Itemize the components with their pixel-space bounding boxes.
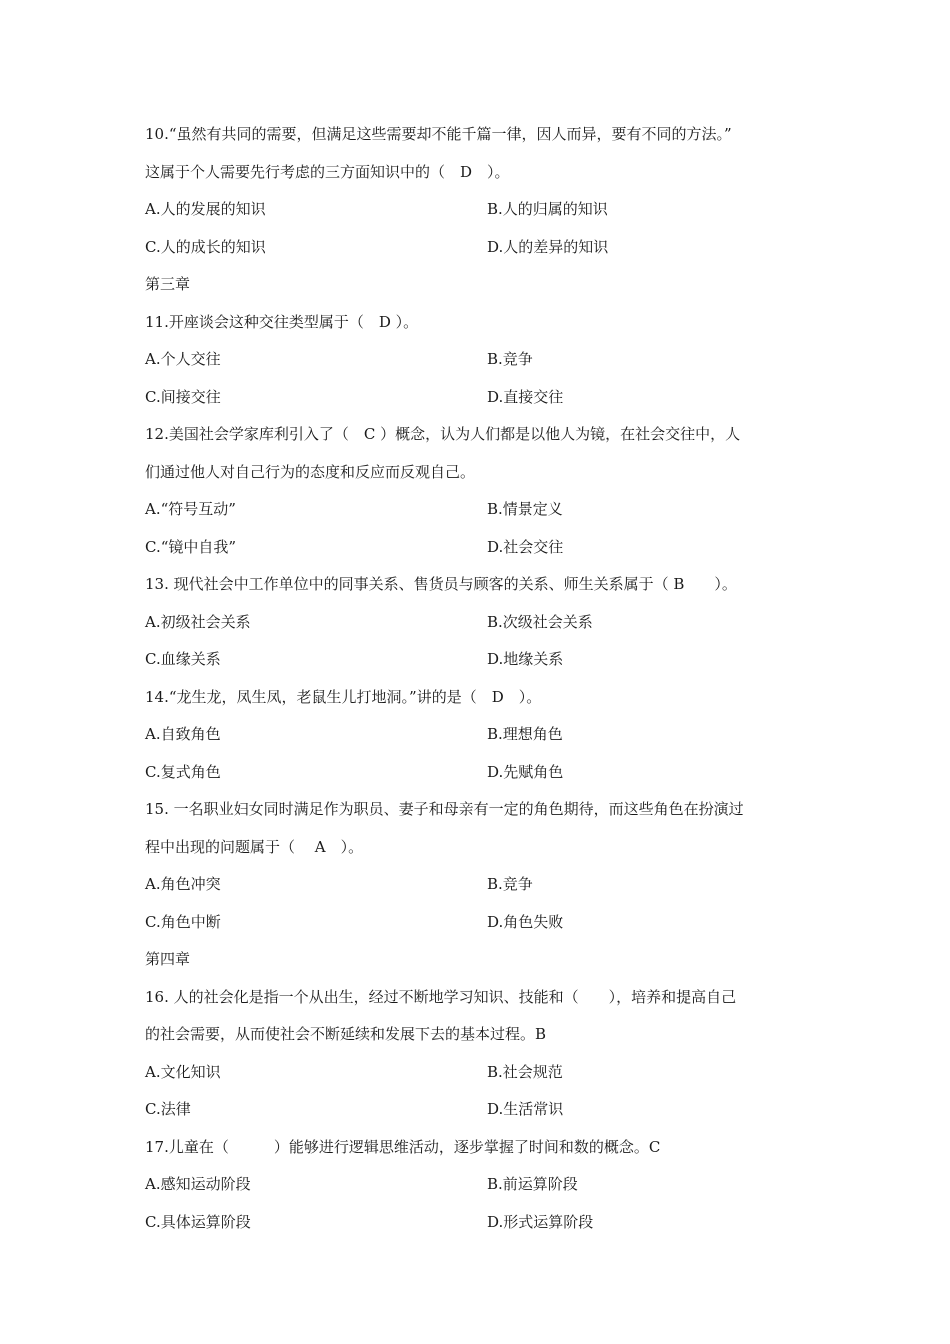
question-text: 10.“虽然有共同的需要，但满足这些需要却不能千篇一律，因人而异，要有不同的方法。” — [145, 125, 732, 143]
option-left: C.复式角色 — [145, 763, 221, 781]
question-text: 11.开座谈会这种交往类型属于（ D ）。 — [145, 313, 419, 331]
option-left: C.人的成长的知识 — [145, 238, 266, 256]
option-right: D.地缘关系 — [487, 650, 564, 668]
option-right: D.社会交往 — [487, 538, 564, 556]
option-left: A.“符号互动” — [145, 500, 236, 518]
option-right: B.竞争 — [487, 350, 533, 368]
option-left: C.“镜中自我” — [145, 538, 237, 556]
question-text: 程中出现的问题属于（ A ）。 — [145, 838, 364, 856]
question-text: 15. 一名职业妇女同时满足作为职员、妻子和母亲有一定的角色期待，而这些角色在扮演过 — [145, 800, 744, 818]
chapter-heading: 第四章 — [145, 950, 191, 968]
question-text: 们通过他人对自己行为的态度和反应而反观自己。 — [145, 463, 476, 481]
option-left: C.法律 — [145, 1100, 191, 1118]
option-left: C.血缘关系 — [145, 650, 221, 668]
option-right: D.直接交往 — [487, 388, 564, 406]
question-text: 17.儿童在（ ）能够进行逻辑思维活动，逐步掌握了时间和数的概念。C — [145, 1138, 661, 1156]
option-left: C.角色中断 — [145, 913, 221, 931]
question-text: 14.“龙生龙，凤生凤，老鼠生儿打地洞。”讲的是（ D ）。 — [145, 688, 542, 706]
option-right: B.前运算阶段 — [487, 1175, 578, 1193]
option-left: C.具体运算阶段 — [145, 1213, 251, 1231]
question-text: 这属于个人需要先行考虑的三方面知识中的（ D ）。 — [145, 163, 510, 181]
option-right: B.社会规范 — [487, 1063, 563, 1081]
option-left: A.自致角色 — [145, 725, 221, 743]
question-text: 16. 人的社会化是指一个从出生，经过不断地学习知识、技能和（ ），培养和提高自己 — [145, 988, 737, 1006]
option-right: B.理想角色 — [487, 725, 563, 743]
option-right: D.人的差异的知识 — [487, 238, 609, 256]
option-left: C.间接交往 — [145, 388, 221, 406]
option-left: A.初级社会关系 — [145, 613, 251, 631]
option-right: B.人的归属的知识 — [487, 200, 608, 218]
option-left: A.文化知识 — [145, 1063, 221, 1081]
question-text: 13. 现代社会中工作单位中的同事关系、售货员与顾客的关系、师生关系属于（ B ）。 — [145, 575, 737, 593]
option-right: D.先赋角色 — [487, 763, 564, 781]
option-left: A.个人交往 — [145, 350, 221, 368]
option-right: D.生活常识 — [487, 1100, 564, 1118]
question-text: 的社会需要，从而使社会不断延续和发展下去的基本过程。B — [145, 1025, 547, 1043]
option-right: B.次级社会关系 — [487, 613, 593, 631]
chapter-heading: 第三章 — [145, 275, 191, 293]
option-left: A.角色冲突 — [145, 875, 221, 893]
option-right: D.形式运算阶段 — [487, 1213, 594, 1231]
option-left: A.感知运动阶段 — [145, 1175, 251, 1193]
option-right: D.角色失败 — [487, 913, 564, 931]
option-right: B.情景定义 — [487, 500, 563, 518]
option-right: B.竞争 — [487, 875, 533, 893]
option-left: A.人的发展的知识 — [145, 200, 266, 218]
question-text: 12.美国社会学家库利引入了（ C ）概念，认为人们都是以他人为镜，在社会交往中，人 — [145, 425, 741, 443]
